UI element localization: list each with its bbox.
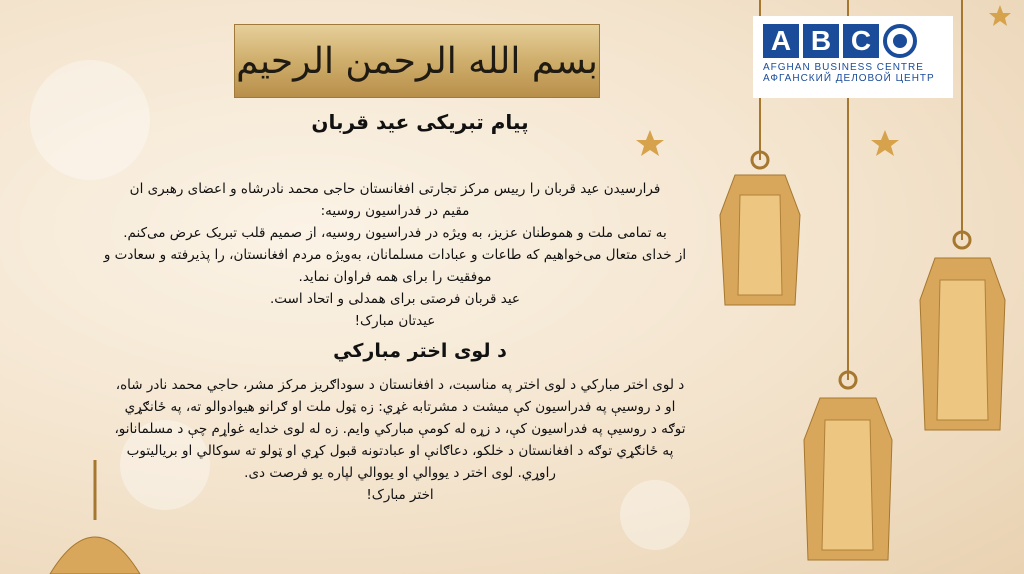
message-line: مقیم در فدراسیون روسیه: xyxy=(320,203,470,219)
message-line: عیدتان مبارک! xyxy=(354,313,436,329)
message-line: په ځانګړي توګه د افغانستان د خلکو، دعاګانې او عبادتونه قبول کړي او ټولو ته سوکالي او بریالیتوب xyxy=(126,443,674,459)
page-title: پیام تبریکی عید قربان xyxy=(311,110,529,134)
message-line: از خدای متعال می‌خواهیم که طاعات و عبادات مسلمانان، بەویژه مردم افغانستان، را پذیرفته و سعادت و xyxy=(103,247,687,263)
message-line: موفقیت را برای همه فراوان نماید. xyxy=(298,269,492,285)
message-line: فرارسیدن عید قربان را رییس مرکز تجارتی افغانستان حاجی محمد نادرشاه و اعضای رهبری ان xyxy=(129,181,661,197)
logo-english-name: AFGHAN BUSINESS CENTRE xyxy=(763,62,924,73)
gear-icon xyxy=(883,24,917,58)
message-line: عید قربان فرصتی برای همدلی و اتحاد است. xyxy=(269,291,520,307)
basmala-calligraphy: بسم الله الرحمن الرحيم xyxy=(236,40,598,82)
basmala-banner xyxy=(234,24,600,98)
logo-russian-name: АФГАНСКИЙ ДЕЛОВОЙ ЦЕНТР xyxy=(763,73,935,84)
message-line: د لوی اختر مبارکي د لوی اختر په مناسبت، د افغانستان د سوداګریز مرکز مشر، حاجي محمد نادر شاه، xyxy=(115,377,685,393)
logo-letters xyxy=(763,24,943,58)
message-line: راوړي. لوی اختر د یووالي او یووالي لپاره یو فرصت دی. xyxy=(244,465,556,481)
message-line: به تمامی ملت و هموطنان عزیز، به ویژه در فدراسیون روسیه، از صمیم قلب تبریک عرض می‌کنم. xyxy=(123,225,667,241)
dari-message xyxy=(50,178,740,332)
pashto-message xyxy=(55,374,745,506)
logo-letter-b: B xyxy=(803,24,839,58)
logo-letter-c: C xyxy=(843,24,879,58)
message-line: اختر مبارک! xyxy=(366,487,434,503)
abc-logo xyxy=(753,16,953,98)
logo-letter-a: A xyxy=(763,24,799,58)
section-subtitle: د لوی اختر مبارکي xyxy=(333,340,507,362)
message-line: او د روسیې په فدراسیون کې میشت د مشرتابه غړي: زه ټول ملت او ګرانو هیوادوالو ته، په ځانګړي xyxy=(124,399,676,415)
message-line: توګه د روسیې په فدراسیون کې، د زړه له کومې مبارکي وایم. زه له لوی خدایه غواړم چې د مسلمانانو، xyxy=(114,421,686,437)
